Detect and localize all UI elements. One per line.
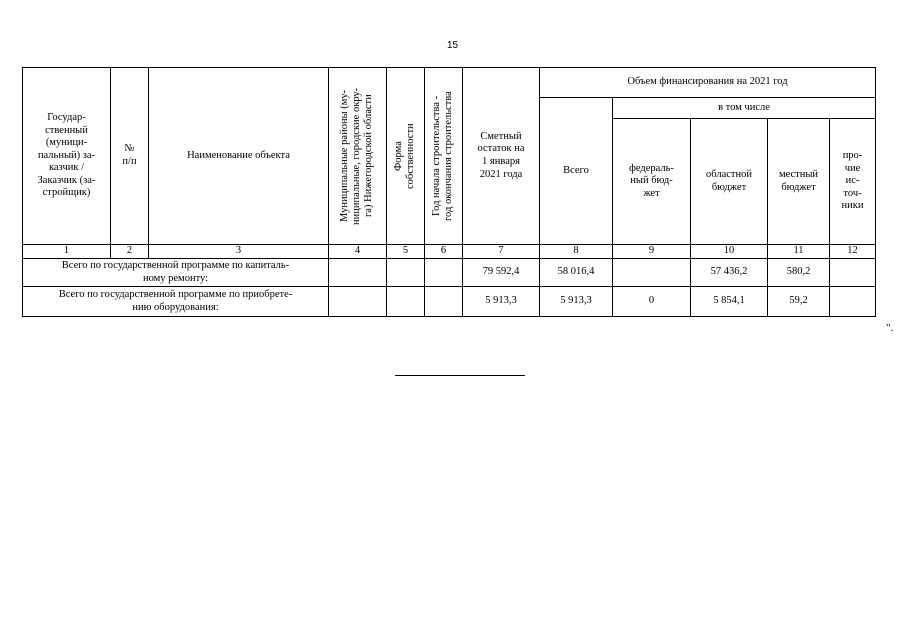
table-row: [23, 287, 876, 317]
financing-table: [22, 67, 876, 317]
column-number: 11: [768, 245, 830, 259]
closing-quote: ".: [886, 322, 894, 334]
column-number: 10: [691, 245, 768, 259]
header-regional: областной бюджет: [691, 119, 768, 245]
column-number: 2: [111, 245, 149, 259]
cell-local: 580,2: [768, 259, 830, 287]
cell-other: [830, 259, 876, 287]
cell-districts: [329, 259, 387, 287]
signature-line: [395, 375, 525, 376]
cell-total: 5 913,3: [540, 287, 613, 317]
header-number: № п/п: [111, 68, 149, 245]
cell-federal: 0: [613, 287, 691, 317]
header-financing: Объем финансирования на 2021 год: [540, 68, 876, 98]
cell-years: [425, 259, 463, 287]
column-number: 4: [329, 245, 387, 259]
header-other: про- чие ис- точ- ники: [830, 119, 876, 245]
column-number: 9: [613, 245, 691, 259]
column-number: 1: [23, 245, 111, 259]
cell-other: [830, 287, 876, 317]
cell-total: 58 016,4: [540, 259, 613, 287]
header-balance: Сметный остаток на 1 января 2021 года: [463, 68, 540, 245]
table-row: [23, 259, 876, 287]
header-including: в том числе: [613, 98, 876, 119]
row-label: Всего по государственной программе по капиталь- ному ремонту:: [23, 259, 329, 287]
cell-regional: 57 436,2: [691, 259, 768, 287]
column-number: 12: [830, 245, 876, 259]
cell-ownership: [387, 287, 425, 317]
header-object-name: Наименование объекта: [149, 68, 329, 245]
header-districts: Муниципальные районы (му- ниципальные, городские окру- га) Нижегородской области: [329, 68, 387, 245]
header-total: Всего: [540, 98, 613, 245]
column-number: 8: [540, 245, 613, 259]
row-label: Всего по государственной программе по приобрете- нию оборудования:: [23, 287, 329, 317]
column-number: 6: [425, 245, 463, 259]
column-number: 3: [149, 245, 329, 259]
header-years: Год начала строительства - год окончания строительства: [425, 68, 463, 245]
header-customer: Государ- ственный (муници- пальный) за- казчик / Заказчик (за- стройщик): [23, 68, 111, 245]
cell-years: [425, 287, 463, 317]
header-ownership: Форма собственности: [387, 68, 425, 245]
cell-local: 59,2: [768, 287, 830, 317]
column-number: 5: [387, 245, 425, 259]
header-local: местный бюджет: [768, 119, 830, 245]
column-number-row: [23, 245, 876, 259]
cell-federal: [613, 259, 691, 287]
column-number: 7: [463, 245, 540, 259]
cell-balance: 79 592,4: [463, 259, 540, 287]
header-federal: федераль- ный бюд- жет: [613, 119, 691, 245]
cell-ownership: [387, 259, 425, 287]
cell-balance: 5 913,3: [463, 287, 540, 317]
cell-regional: 5 854,1: [691, 287, 768, 317]
cell-districts: [329, 287, 387, 317]
page-number: 15: [446, 40, 459, 51]
